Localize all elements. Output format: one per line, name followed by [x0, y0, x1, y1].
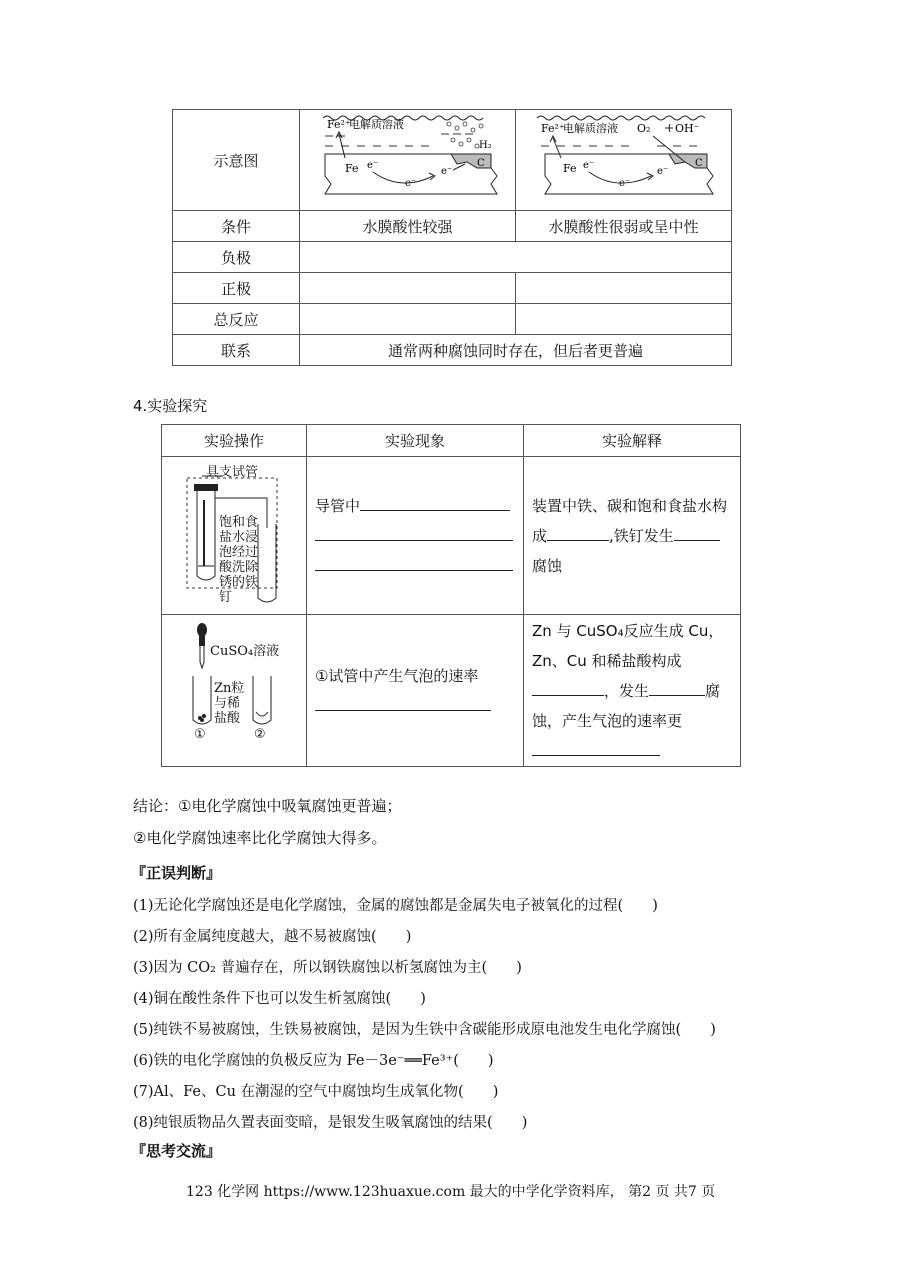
section-4-title: 4.实验探究	[133, 397, 208, 415]
judgement-item-4: (4)铜在酸性条件下也可以发生析氢腐蚀( )	[133, 991, 426, 1007]
experiment-1-phenomenon: 导管中	[306, 457, 523, 615]
judgement-item-7: (7)Al、Fe、Cu 在潮湿的空气中腐蚀均生成氧化物( )	[133, 1084, 499, 1100]
electron-label-left-2: e⁻	[404, 178, 416, 189]
negative-electrode-cell	[300, 242, 732, 273]
answer-blank[interactable]	[315, 696, 491, 711]
oh-label: OH⁻	[674, 122, 699, 135]
judgement-title: 『正误判断』	[131, 864, 222, 882]
label-tube-1: ①	[194, 727, 206, 742]
row-label-negative: 负极	[173, 242, 300, 273]
judgement-item-5: (5)纯铁不易被腐蚀，生铁易被腐蚀，是因为生铁中含碳能形成原电池发生电化学腐蚀( )	[133, 1022, 716, 1038]
oxygen-corrosion-diagram	[516, 110, 732, 211]
condition-right: 水膜酸性很弱或呈中性	[516, 211, 732, 242]
row-label-positive: 正极	[173, 273, 300, 304]
condition-left: 水膜酸性较强	[300, 211, 516, 242]
fe-label-right: Fe	[562, 162, 577, 175]
overall-reaction-left	[300, 304, 516, 335]
carbon-label-right: C	[694, 158, 703, 169]
answer-blank[interactable]	[532, 681, 604, 696]
electron-label-right-3: e⁻	[656, 166, 668, 177]
conclusion-line-1: 结论：①电化学腐蚀中吸氧腐蚀更普遍；	[133, 797, 402, 815]
label-cuso4: CuSO₄溶液	[210, 644, 280, 659]
answer-blank[interactable]	[315, 556, 513, 571]
positive-electrode-left	[300, 273, 516, 304]
label-branch-tube: 具支试管	[206, 465, 259, 480]
experiment-2-apparatus	[162, 615, 307, 767]
corrosion-comparison-table	[172, 109, 732, 366]
header-phenomenon: 实验现象	[306, 425, 523, 457]
fe2plus-label-left: Fe²⁺	[326, 118, 351, 131]
relation-cell: 通常两种腐蚀同时存在，但后者更普遍	[300, 335, 732, 366]
thinking-title: 『思考交流』	[131, 1142, 222, 1160]
experiment-2-phenomenon: ①试管中产生气泡的速率	[306, 615, 523, 767]
header-operation: 实验操作	[162, 425, 307, 457]
carbon-label-left: C	[476, 158, 485, 169]
h2-label: H₂	[478, 140, 492, 151]
answer-blank[interactable]	[674, 526, 720, 541]
label-tube-2: ②	[254, 727, 266, 742]
conclusion-line-2: ②电化学腐蚀速率比化学腐蚀大得多。	[133, 829, 387, 847]
row-label-condition: 条件	[173, 211, 300, 242]
answer-blank[interactable]	[315, 526, 513, 541]
overall-reaction-right	[516, 304, 732, 335]
judgement-item-2: (2)所有金属纯度越大，越不易被腐蚀( )	[133, 929, 412, 945]
label-zn-hcl: Zn粒 与稀 盐酸	[214, 681, 245, 726]
answer-blank[interactable]	[649, 681, 705, 696]
judgement-item-3: (3)因为 CO₂ 普遍存在，所以钢铁腐蚀以析氢腐蚀为主( )	[133, 960, 522, 976]
electron-label-left-1: e⁻	[366, 160, 378, 171]
row-label-overall: 总反应	[173, 304, 300, 335]
experiment-table	[161, 424, 741, 767]
label-nail: 饱和食 盐水浸 泡经过 酸洗除 锈的铁 钉	[219, 515, 259, 605]
answer-blank[interactable]	[547, 526, 609, 541]
electrolyte-label-right: 电解质溶液	[562, 122, 618, 135]
answer-blank[interactable]	[532, 741, 660, 756]
positive-electrode-right	[516, 273, 732, 304]
judgement-item-8: (8)纯银质物品久置表面变暗，是银发生吸氧腐蚀的结果( )	[133, 1115, 528, 1131]
fe2plus-label-right: Fe²⁺	[540, 122, 565, 135]
judgement-item-1: (1)无论化学腐蚀还是电化学腐蚀，金属的腐蚀都是金属失电子被氧化的过程( )	[133, 898, 658, 914]
electrolyte-label-left: 电解质溶液	[348, 118, 404, 131]
experiment-1-apparatus	[162, 457, 307, 615]
answer-blank[interactable]	[360, 496, 510, 511]
experiment-1-explanation: 装置中铁、碳和饱和食盐水构 成 ,铁钉发生 腐蚀	[523, 457, 740, 615]
header-explanation: 实验解释	[523, 425, 740, 457]
row-label-diagram: 示意图	[173, 110, 300, 211]
experiment-2-explanation: Zn 与 CuSO₄反应生成 Cu， Zn、Cu 和稀盐酸构成 ，发生 腐 蚀，产生气泡的速率更	[523, 615, 740, 767]
page-footer: 123 化学网 https://www.123huaxue.com 最大的中学化学资料库， 第2 页 共7 页	[186, 1184, 716, 1200]
hydrogen-corrosion-diagram	[300, 110, 516, 211]
fe-label-left: Fe	[344, 162, 359, 175]
electron-label-right-1: e⁻	[582, 160, 594, 171]
judgement-item-6: (6)铁的电化学腐蚀的负极反应为 Fe－3e⁻══Fe³⁺( )	[133, 1053, 494, 1069]
electron-label-left-3: e⁻	[440, 166, 452, 177]
row-label-relation: 联系	[173, 335, 300, 366]
electron-label-right-2: e⁻	[618, 178, 630, 189]
o2-label: O₂	[636, 122, 650, 135]
